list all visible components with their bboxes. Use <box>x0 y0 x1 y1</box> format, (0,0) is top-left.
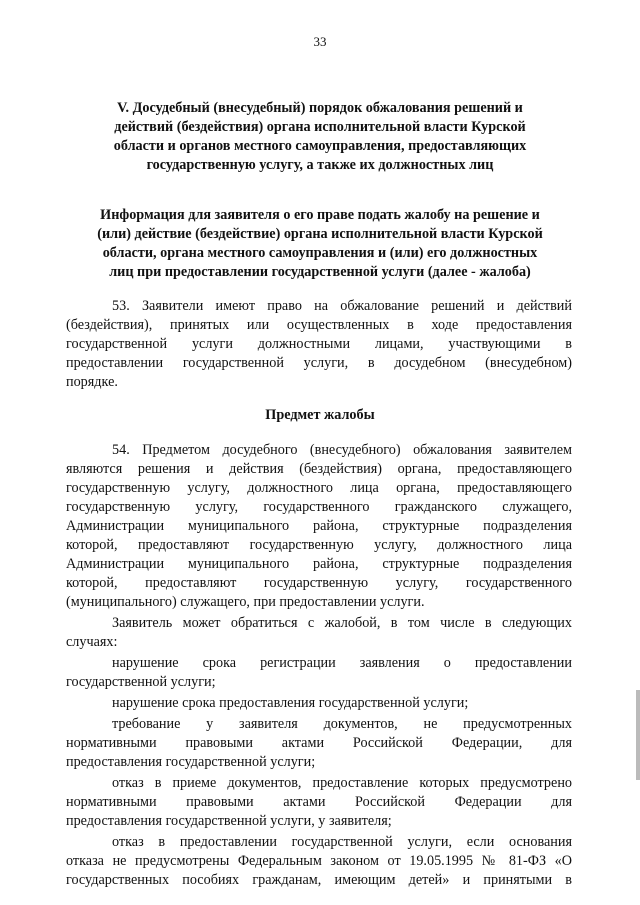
paragraph-line: нормативными правовыми актами Российской Федерации для <box>66 794 572 810</box>
paragraph-line: случаях: <box>66 634 118 650</box>
paragraph-line: (бездействия), принятых или осуществленных в ходе предоставления <box>66 317 572 333</box>
paragraph-line: которой, предоставляют государственную услугу, государственного <box>66 575 572 591</box>
paragraph-line: отказа не предусмотрены Федеральным законом от 19.05.1995 № 81-ФЗ «О <box>66 853 572 869</box>
section-heading-line: действий (бездействия) органа исполнительной власти Курской <box>114 119 526 135</box>
paragraph-line: государственной услуги должностными лицами, участвующими в <box>66 336 572 352</box>
paragraph-line: государственных пособиях гражданам, имеющим детей» и принятыми в <box>66 872 572 888</box>
paragraph-line: Администрации муниципального района, структурные подразделения <box>66 518 572 534</box>
info-heading-line: Информация для заявителя о его праве подать жалобу на решение и <box>100 207 540 223</box>
paragraph-line: государственную услугу, государственного гражданского служащего, <box>66 499 572 515</box>
paragraph-line: отказ в приеме документов, предоставление которых предусмотрено <box>112 775 572 791</box>
paragraph-line: Администрации муниципального района, структурные подразделения <box>66 556 572 572</box>
paragraph-line: предоставления государственной услуги, у заявителя; <box>66 813 392 829</box>
section-heading-line: государственную услугу, а также их должностных лиц <box>146 157 494 173</box>
paragraph-line: нормативными правовыми актами Российской Федерации, для <box>66 735 572 751</box>
paragraph-line: которой, предоставляют государственную услугу, должностного лица <box>66 537 572 553</box>
paragraph-line: требование у заявителя документов, не предусмотренных <box>112 716 572 732</box>
paragraph-line: порядке. <box>66 374 118 390</box>
paragraph-line: государственной услуги; <box>66 674 216 690</box>
paragraph-line: государственную услугу, должностного лица органа, предоставляющего <box>66 480 572 496</box>
paragraph-line: 54. Предметом досудебного (внесудебного) обжалования заявителем <box>112 442 572 458</box>
paragraph-line: (муниципального) служащего, при предоставлении услуги. <box>66 594 425 610</box>
paragraph-line: отказ в предоставлении государственной услуги, если основания <box>112 834 572 850</box>
paragraph-line: 53. Заявители имеют право на обжалование решений и действий <box>112 298 572 314</box>
info-heading-line: лиц при предоставлении государственной услуги (далее - жалоба) <box>109 264 531 280</box>
info-heading-line: области, органа местного самоуправления и (или) его должностных <box>102 245 538 261</box>
subject-heading: Предмет жалобы <box>265 407 375 423</box>
paragraph-line: нарушение срока регистрации заявления о предоставлении <box>112 655 572 671</box>
info-heading-line: (или) действие (бездействие) органа исполнительной власти Курской <box>97 226 543 242</box>
page-number: 33 <box>313 34 327 49</box>
section-heading-line: области и органов местного самоуправления, предоставляющих <box>113 138 527 154</box>
scan-edge-shadow <box>636 690 640 780</box>
paragraph-line: Заявитель может обратиться с жалобой, в том числе в следующих <box>112 615 572 631</box>
paragraph-line: предоставления государственной услуги; <box>66 754 316 770</box>
paragraph-line: нарушение срока предоставления государственной услуги; <box>112 695 469 711</box>
section-heading-line: V. Досудебный (внесудебный) порядок обжалования решений и <box>117 100 523 116</box>
paragraph-line: являются решения и действия (бездействия) органа, предоставляющего <box>66 461 572 477</box>
paragraph-line: предоставлении государственной услуги, в досудебном (внесудебном) <box>66 355 572 371</box>
